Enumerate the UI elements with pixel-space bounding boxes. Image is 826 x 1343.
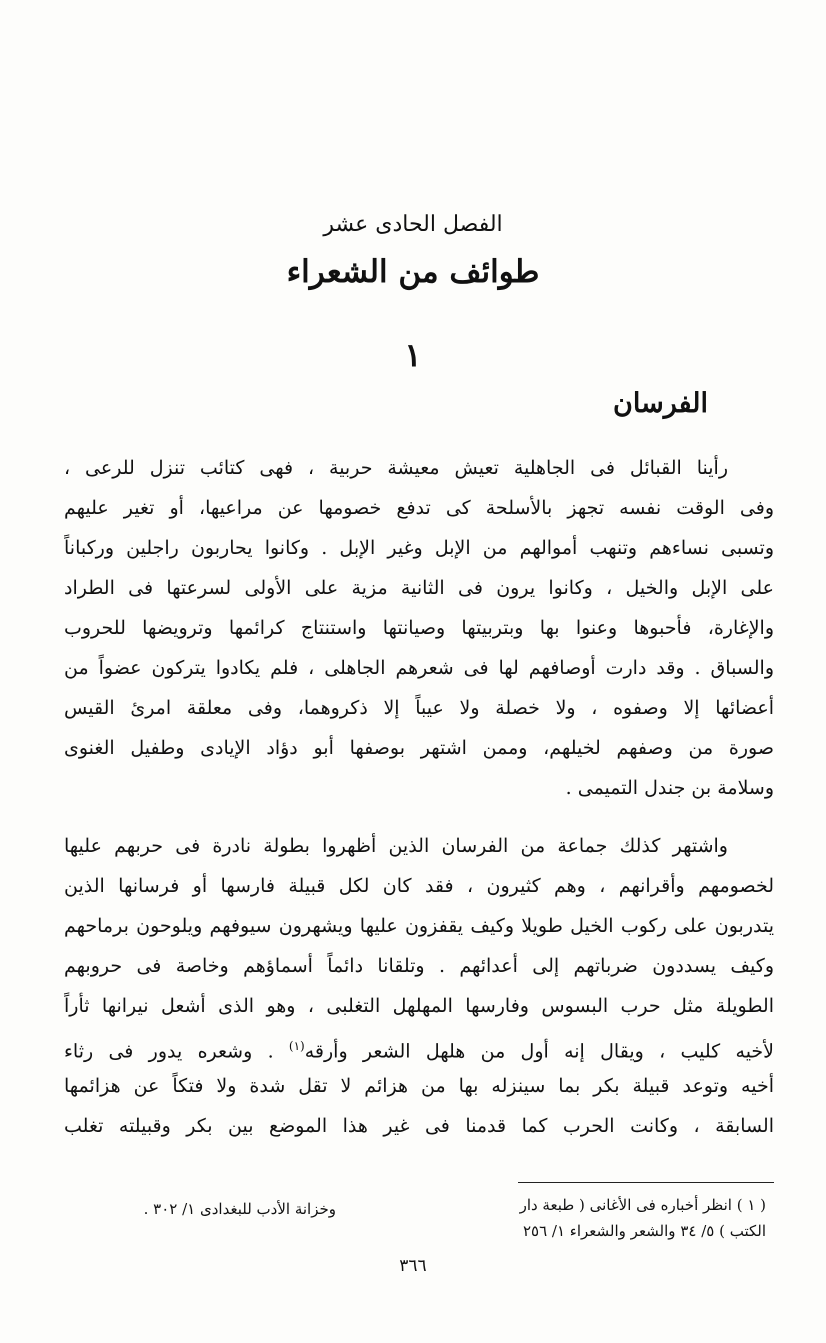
text-line: وكيف يسددون ضرباتهم إلى أعدائهم . وتلقانا دائماً أسماؤهم وخاصة فى حروبهم [64,955,774,977]
text-line: أخيه وتوعد قبيلة بكر بما سينزله بها من هزائم لا تقل شدة ولا فتكاً عن هزائمها [64,1075,774,1097]
text-line: على الإبل والخيل ، وكانوا يرون فى الثانية مزية على الأولى لسرعتها فى الطراد [64,577,774,599]
page-number: ٣٦٦ [399,1256,427,1276]
footnote-continuation [86,1196,336,1222]
text-segment: لأخيه كليب ، ويقال إنه أول من هلهل الشعر وأرقه [304,1040,774,1063]
footnote-line: الكتب ) ٥/ ٣٤ والشعر والشعراء ١/ ٢٥٦ [522,1222,766,1240]
text-line: والإغارة، فأحبوها وعنوا بها وبتربيتها وصيانتها واستنتاج كرائمها وترويضها للحروب [64,617,774,639]
text-line: صورة من وصفهم لخيلهم، وممن اشتهر بوصفها أبو دؤاد الإيادى وطفيل الغنوى [64,737,774,759]
text-line: والسباق . وقد دارت أوصافهم لها فى شعرهم الجاهلى ، فلم يكادوا يتركون عضواً من [64,657,774,679]
paragraph-1 [64,448,774,808]
text-line: رأينا القبائل فى الجاهلية تعيش معيشة حربية ، فهى كتائب تنزل للرعى ، [64,457,728,479]
section-number: ١ [404,336,422,374]
footnote-reference: (١) [288,1039,305,1053]
text-line: وتسبى نساءهم وتنهب أموالهم من الإبل وغير الإبل . وكانوا يحاربون راجلين وركباناً [64,537,774,559]
footnote-divider [518,1182,774,1183]
text-line: الطويلة مثل حرب البسوس وفارسها المهلهل التغلبى ، وهو الذى أشعل نيرانها ثأراً [64,995,774,1017]
footnote-line: وخزانة الأدب للبغدادى ١/ ٣٠٢ . [143,1200,336,1218]
text-line: يتدربون على ركوب الخيل طويلا وكيف يقفزون عليها ويشهرون سيوفهم ويلوحون برماحهم [64,915,774,937]
paragraph-2 [64,826,774,1146]
text-line: وسلامة بن جندل التميمى . [565,777,774,799]
text-segment: وشعره يدور فى رثاء [64,1040,253,1063]
text-line: السابقة ، وكانت الحرب كما قدمنا فى غير هذا الموضع بين بكر وقبيلته تغلب [64,1115,774,1137]
text-line: لخصومهم وأقرانهم ، وهم كثيرون ، فقد كان لكل قبيلة فارسها أو فرسانها الذين [64,875,774,897]
footnote-main [426,1192,766,1244]
text-line: وفى الوقت نفسه تجهز بالأسلحة كى تدفع خصومها عن مراعيها، أو تغير عليهم [64,497,774,519]
text-line: أعضائها إلا وصفوه ، ولا خصلة ولا عيباً إلا ذكروهما، وفى معلقة امرئ القيس [64,697,774,719]
chapter-title: طوائف من الشعراء [286,254,540,290]
text-line: لأخيه كليب ، ويقال إنه أول من هلهل الشعر وأرقه$^{(١)}$ . وشعره يدور فى رثاء [64,1039,774,1063]
chapter-label: الفصل الحادى عشر [323,212,503,237]
footnote-line: ( ١ ) انظر أخباره فى الأغانى ( طبعة دار [519,1196,766,1214]
section-heading: الفرسان [613,388,708,419]
text-line: واشتهر كذلك جماعة من الفرسان الذين أظهروا بطولة نادرة فى حربهم عليها [64,835,728,857]
